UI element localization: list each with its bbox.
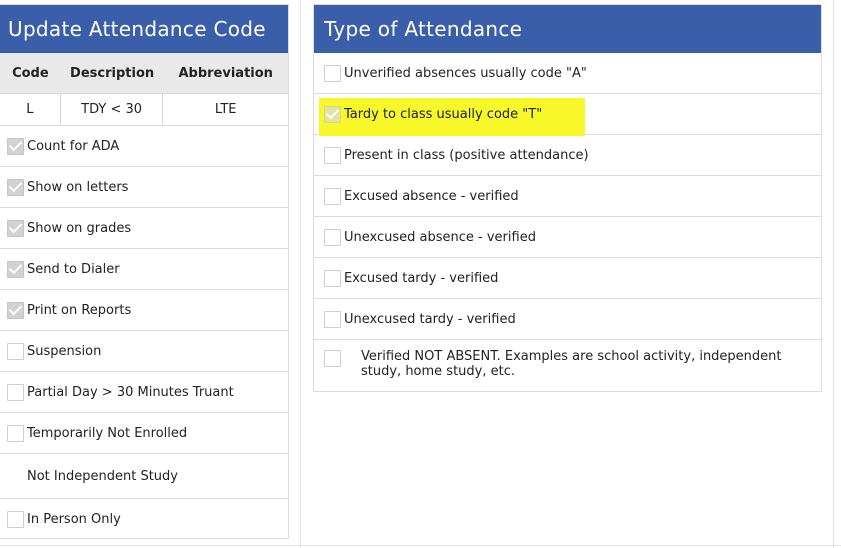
code-cell: L: [0, 94, 61, 125]
flag-label: Count for ADA: [27, 138, 120, 154]
type-row-unexcused-tardy[interactable]: [314, 299, 821, 340]
flag-row-partial-day[interactable]: [0, 372, 288, 413]
type-of-attendance-panel: [313, 4, 822, 392]
flag-row-suspension[interactable]: [0, 331, 288, 372]
send-to-dialer-checkbox[interactable]: [7, 261, 24, 278]
type-label: Verified NOT ABSENT. Examples are school activity, independent study, home study, etc.: [361, 349, 782, 379]
panel-title: Update Attendance Code: [0, 5, 288, 53]
excused-tardy-checkbox[interactable]: [324, 270, 341, 287]
tardy-to-class-checkbox[interactable]: [324, 106, 341, 123]
type-row-present-in-class[interactable]: [314, 135, 821, 176]
type-label: Unverified absences usually code "A": [344, 65, 587, 81]
verified-not-absent-checkbox[interactable]: [324, 350, 341, 367]
suspension-checkbox[interactable]: [7, 343, 24, 360]
type-row-tardy-to-class[interactable]: [314, 94, 821, 135]
type-row-excused-absence[interactable]: [314, 176, 821, 217]
flag-label: Show on letters: [27, 179, 129, 195]
type-label: Unexcused absence - verified: [344, 229, 536, 245]
type-row-verified-not-absent[interactable]: [314, 340, 821, 390]
flag-label: Partial Day > 30 Minutes Truant: [27, 384, 234, 400]
flag-label: Print on Reports: [27, 302, 132, 318]
code-table-header: [0, 53, 288, 94]
update-attendance-code-panel: [0, 4, 289, 539]
column-header-abbreviation: Abbreviation: [178, 65, 273, 81]
bottom-divider: [0, 545, 841, 546]
unexcused-tardy-checkbox[interactable]: [324, 311, 341, 328]
table-row: [0, 94, 288, 126]
flag-row-count-for-ada[interactable]: [0, 126, 288, 167]
count-for-ada-checkbox[interactable]: [7, 138, 24, 155]
flag-label: In Person Only: [27, 512, 121, 527]
flag-row-not-independent-study: [0, 454, 288, 499]
show-on-grades-checkbox[interactable]: [7, 220, 24, 237]
type-label: Excused absence - verified: [344, 188, 519, 204]
flag-row-send-to-dialer[interactable]: [0, 249, 288, 290]
type-label: Excused tardy - verified: [344, 270, 499, 286]
flag-label: Not Independent Study: [27, 468, 178, 484]
temporarily-not-enrolled-checkbox[interactable]: [7, 425, 24, 442]
description-cell: TDY < 30: [61, 94, 164, 125]
type-row-unverified-absence[interactable]: [314, 53, 821, 94]
type-label: Unexcused tardy - verified: [344, 311, 516, 327]
show-on-letters-checkbox[interactable]: [7, 179, 24, 196]
unexcused-absence-checkbox[interactable]: [324, 229, 341, 246]
flag-row-show-on-grades[interactable]: [0, 208, 288, 249]
excused-absence-checkbox[interactable]: [324, 188, 341, 205]
present-in-class-checkbox[interactable]: [324, 147, 341, 164]
flag-label: Temporarily Not Enrolled: [27, 425, 188, 441]
column-header-description: Description: [70, 65, 155, 81]
flag-row-show-on-letters[interactable]: [0, 167, 288, 208]
flag-label: Send to Dialer: [27, 261, 120, 277]
type-label: Present in class (positive attendance): [344, 147, 589, 163]
in-person-only-checkbox[interactable]: [7, 511, 24, 528]
flag-label: Suspension: [27, 343, 102, 359]
column-divider: [300, 0, 301, 548]
type-row-unexcused-absence[interactable]: [314, 217, 821, 258]
flag-row-temporarily-not-enrolled[interactable]: [0, 413, 288, 454]
right-edge-divider: [833, 0, 834, 548]
flag-label: Show on grades: [27, 220, 132, 236]
print-on-reports-checkbox[interactable]: [7, 302, 24, 319]
type-label: Tardy to class usually code "T": [344, 106, 543, 122]
panel-title: Type of Attendance: [314, 5, 821, 53]
flag-row-print-on-reports[interactable]: [0, 290, 288, 331]
abbreviation-cell: LTE: [214, 102, 237, 117]
partial-day-checkbox[interactable]: [7, 384, 24, 401]
type-row-excused-tardy[interactable]: [314, 258, 821, 299]
column-header-code: Code: [12, 65, 49, 81]
unverified-absence-checkbox[interactable]: [324, 65, 341, 82]
flag-row-in-person-only[interactable]: [0, 499, 288, 540]
